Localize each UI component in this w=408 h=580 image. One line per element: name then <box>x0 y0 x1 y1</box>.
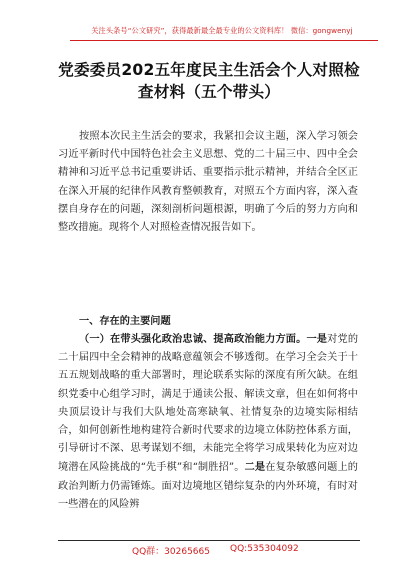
subsection-heading: （一）在带头强化政治忠诚、提高政治能力方面。 <box>79 333 307 345</box>
header-divider <box>70 40 378 41</box>
footer-qq-group: QQ群：30265665 <box>132 547 210 557</box>
issue-two-text: 在复杂敏感问题上的政治判断力仍需锤炼。面对边境地区错综复杂的内外环境，有时对一些潜在的风险辨 <box>58 462 358 510</box>
issue-paragraph <box>58 330 358 514</box>
footer-qq-number: QQ:535304092 <box>230 544 299 554</box>
document-title: 党委委员202五年度民主生活会个人对照检查材料（五个带头） <box>58 61 360 101</box>
section-heading: 一、存在的主要问题 <box>79 316 171 327</box>
header-banner: 关注头条号“公文研究”，获得最新最全最专业的公文资料库！ 微信：gongwenyj <box>91 26 353 35</box>
issue-one-text: 对党的二十届四中全会精神的战略意蕴领会不够透彻。在学习全会关于十五五规划战略的重大部署时，理论联系实际的深度有所欠缺。在组织党委中心组学习时，满足于通读公报、解读文章，但在如何将中央顶层设计与我们大队地处高寒缺氧、社情复杂的边境实际相结合，如何创新性地构建符合新时代要求的边境立体防控体系方面，引导研讨不深、思考谋划不细，未能完全将学习成果转化为应对边境潜在风险挑战的“先手棋”和“制胜招”。 <box>58 334 359 474</box>
issue-one-label: 一是 <box>306 333 328 345</box>
footer-divider <box>58 540 360 541</box>
footer <box>0 544 408 560</box>
intro-paragraph: 按照本次民主生活会的要求，我紧扣会议主题，深入学习领会习近平新时代中国特色社会主义思想、党的二十届三中、四中全会精神和习近平总书记重要讲话、重要指示批示精神，并结合全区正在深入开展的纪律作风教育整顿教育，对照五个方面内容，深入查摆自身存在的问题，深刻剖析问题根源，明确了今后的努力方向和整改措施。现将个人对照检查情况报告如下。 <box>58 131 358 234</box>
issue-two-label: 二是 <box>244 461 266 474</box>
